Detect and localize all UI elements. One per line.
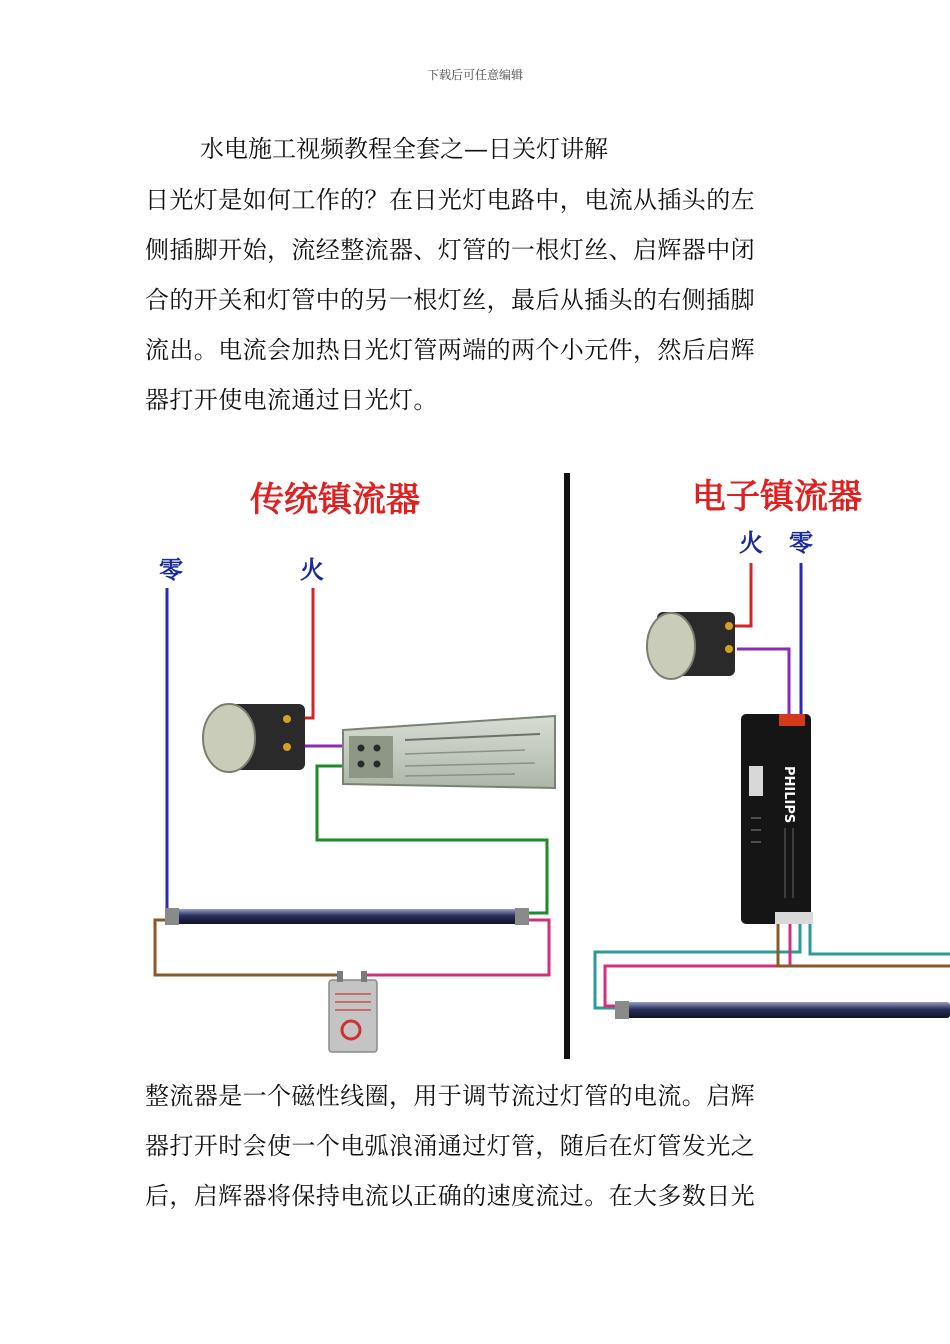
philips-brand-text: PHILIPS: [781, 766, 796, 824]
paragraph-line: 合的开关和灯管中的另一根灯丝，最后从插头的右侧插脚: [145, 286, 755, 314]
left-neutral-label: 零: [159, 556, 183, 584]
paragraph-line: 器打开时会使一个电弧浪涌通过灯管，随后在灯管发光之: [145, 1132, 755, 1160]
right-output-wire-cyan-2: [810, 920, 950, 954]
paragraph-line: 整流器是一个磁性线圈，用于调节流过灯管的电流。启辉: [145, 1082, 755, 1110]
page-header: 下载后可任意编辑: [426, 68, 523, 82]
electronic-ballast-title: 电子镇流器: [692, 477, 862, 517]
electronic-ballast: [741, 714, 813, 924]
left-live-wire: [285, 588, 313, 718]
left-starter: [329, 971, 377, 1052]
paragraph-line: 流出。电流会加热日光灯管两端的两个小元件，然后启辉: [145, 336, 755, 364]
traditional-ballast-title: 传统镇流器: [250, 480, 420, 520]
left-fluorescent-tube: [165, 908, 529, 925]
right-fluorescent-tube: [615, 1001, 950, 1019]
document-title: 水电施工视频教程全套之—日关灯讲解: [200, 135, 608, 163]
right-output-wire-brown: [778, 920, 950, 966]
right-switch-ballast-wire: [737, 649, 789, 714]
left-tube-starter-wire-brown: [155, 920, 340, 975]
paragraph-line: 后，启辉器将保持电流以正确的速度流过。在大多数日光: [145, 1182, 755, 1210]
left-live-label: 火: [300, 556, 324, 584]
inductive-ballast: [343, 716, 555, 788]
paragraph-ballast: [145, 1071, 815, 1221]
right-neutral-label: 零: [789, 529, 813, 557]
paragraph-intro: [145, 175, 815, 425]
paragraph-line: 侧插脚开始，流经整流器、灯管的一根灯丝、启辉器中闭: [145, 236, 755, 264]
right-output-wire-cyan: [595, 920, 800, 1008]
right-live-label: 火: [739, 529, 763, 557]
wiring-diagram: [145, 468, 950, 1063]
paragraph-line: 日光灯是如何工作的？在日光灯电路中，电流从插头的左: [145, 186, 755, 214]
right-output-wire-magenta: [605, 920, 790, 1006]
wiring-diagram-svg: [145, 468, 950, 1063]
left-switch: [203, 704, 305, 772]
paragraph-line: 器打开使电流通过日光灯。: [145, 386, 438, 414]
left-tube-starter-wire-magenta: [367, 920, 549, 975]
diagram-divider: [564, 473, 570, 1059]
right-switch: [647, 612, 735, 679]
